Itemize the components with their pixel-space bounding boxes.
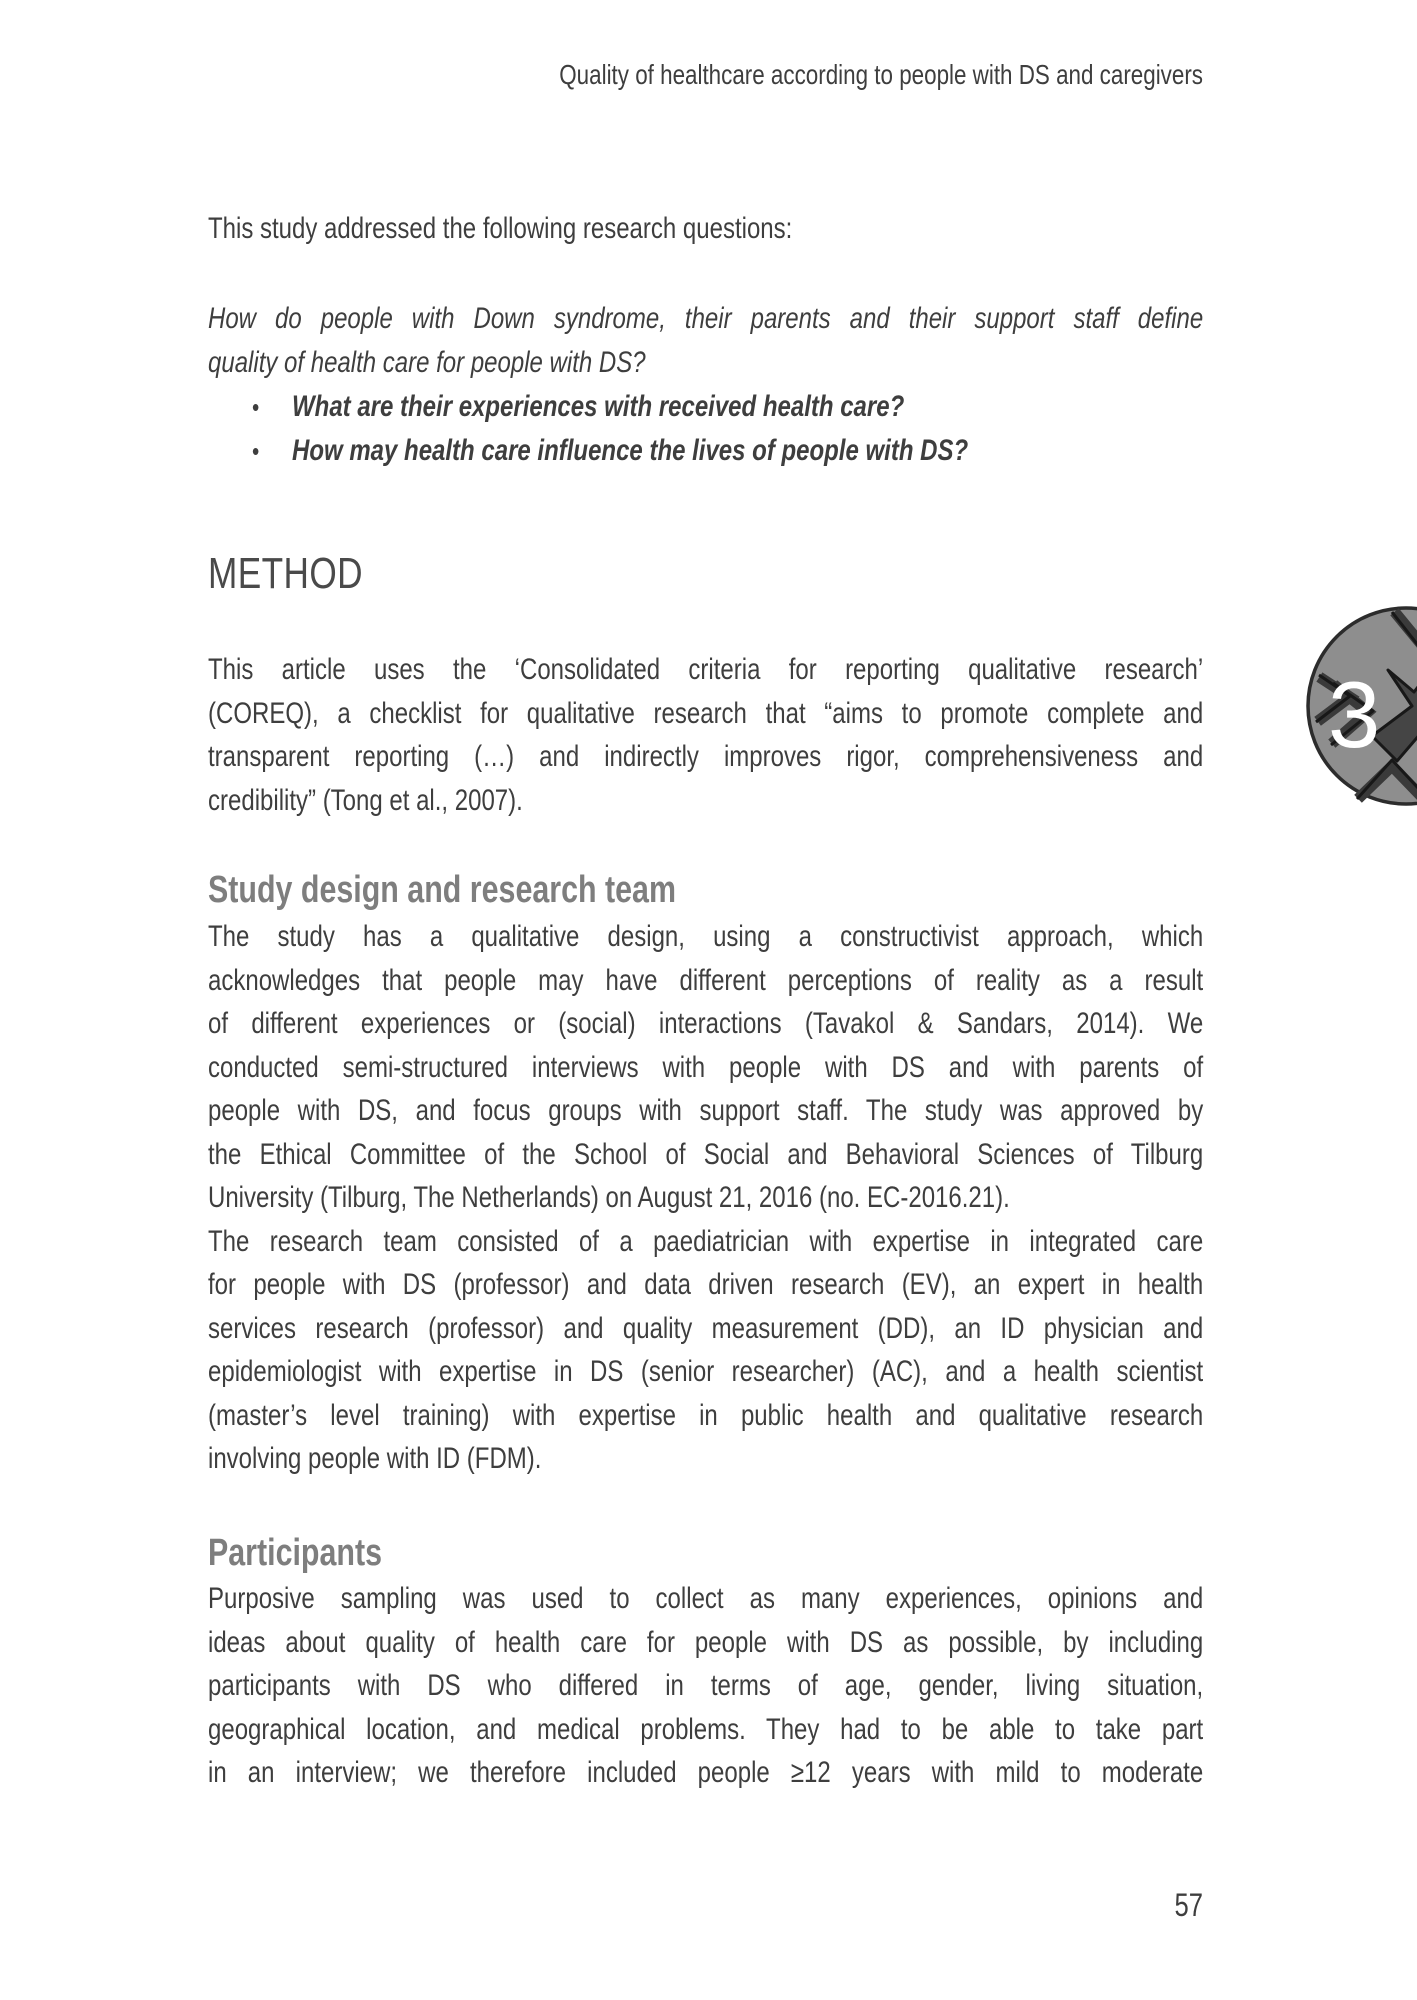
research-question: How do people with Down syndrome, their parents and their support staff define quality of health care for people with DS? bbox=[208, 302, 1204, 379]
bullet-icon: • bbox=[252, 436, 260, 466]
bullet-item-text: How may health care influence the lives of people with DS? bbox=[292, 434, 969, 467]
bullet-icon: • bbox=[252, 392, 260, 422]
subheading-study-design: Study design and research team bbox=[208, 869, 676, 911]
section-heading-method: METHOD bbox=[208, 549, 363, 598]
study-design-paragraph-1: The study has a qualitative design, using a constructivist approach, which acknowledges that people may have different perceptions of reality as a result of different experiences or (social) interactions (Tavakol & Sandars, 2014). We conducted semi-structured interviews with people with DS and with parents of people with DS, and focus groups with support staff. The study was approved by the Ethical Committee of the School of Social and Behavioral Sciences of Tilburg University (Tilburg, The Netherlands) on August 21, 2016 (no. EC-2016.21). bbox=[208, 920, 1204, 1214]
research-question-bullet-list bbox=[208, 385, 1203, 473]
page-number: 57 bbox=[1174, 1887, 1203, 1923]
subheading-participants: Participants bbox=[208, 1532, 383, 1574]
coreq-paragraph: This article uses the ‘Consolidated criteria for reporting qualitative research’ (COREQ), a checklist for qualitative research that “aims to promote complete and transparent reporting (…) and indirectly improves rigor, comprehensiveness and credibility” (Tong et al., 2007). bbox=[208, 653, 1204, 817]
bullet-item-text: What are their experiences with received health care? bbox=[292, 390, 905, 423]
running-header: Quality of healthcare according to people with DS and caregivers bbox=[559, 59, 1203, 90]
chapter-number: 3 bbox=[1328, 662, 1381, 767]
intro-lead: This study addressed the following research questions: bbox=[208, 212, 793, 245]
study-design-text bbox=[208, 915, 1203, 1481]
chapter-badge-art bbox=[1300, 600, 1417, 812]
bullet-item bbox=[208, 429, 1203, 473]
chapter-badge bbox=[1300, 600, 1417, 812]
participants-paragraph: Purposive sampling was used to collect as many experiences, opinions and ideas about quality of health care for people with DS as possible, by including participants with DS who differed in terms of age, gender, living situation, geographical location, and medical problems. They had to be able to take part in an interview; we therefore included people ≥12 years with mild to moderate bbox=[208, 1582, 1204, 1789]
bullet-item bbox=[208, 385, 1203, 429]
study-design-paragraph-2: The research team consisted of a paediatrician with expertise in integrated care for people with DS (professor) and data driven research (EV), an expert in health services research (professor) and quality measurement (DD), an ID physician and epidemiologist with expertise in DS (senior researcher) (AC), and a health scientist (master’s level training) with expertise in public health and qualitative research involving people with ID (FDM). bbox=[208, 1224, 1204, 1475]
